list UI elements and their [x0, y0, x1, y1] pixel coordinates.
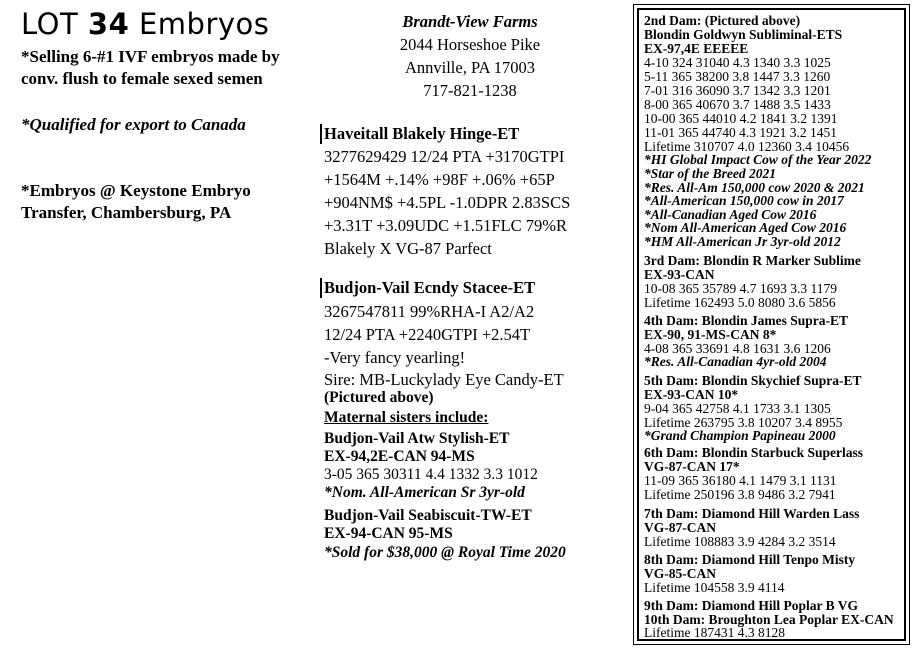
lot-suffix: Embryos — [138, 7, 270, 41]
sire-name: Haveitall Blakely Hinge-ET — [324, 124, 520, 143]
dam-pictured: (Pictured above) — [324, 389, 434, 406]
fourth-dam-heading: 4th Dam: Blondin James Supra-ET — [644, 313, 849, 328]
second-dam-record: 4-10 324 31040 4.3 1340 3.3 1025 — [644, 55, 831, 70]
sixth-dam-record: 11-09 365 36180 4.1 1479 3.1 1131 — [644, 473, 837, 488]
second-dam-award: *HM All-American Jr 3yr-old 2012 — [644, 234, 841, 249]
eighth-dam-lifetime: Lifetime 104558 3.9 4114 — [644, 580, 785, 595]
fifth-dam-record: 9-04 365 42758 4.1 1733 3.1 1305 — [644, 401, 831, 416]
lot-prefix: LOT — [21, 7, 79, 41]
sire-line-1: 3277629429 12/24 PTA +3170GTPI — [324, 147, 565, 166]
second-dam-award: *Res. All-Am 150,000 cow 2020 & 2021 — [644, 180, 865, 195]
sixth-dam-lifetime: Lifetime 250196 3.8 9486 3.2 7941 — [644, 487, 836, 502]
dam-line-2: 12/24 PTA +2240GTPI +2.54T — [324, 325, 531, 344]
third-dam-lifetime: Lifetime 162493 5.0 8080 3.6 5856 — [644, 295, 836, 310]
dam-name: Budjon-Vail Ecndy Stacee-ET — [324, 278, 536, 297]
lot-number: 34 — [87, 7, 130, 41]
fourth-dam-record: 4-08 365 33691 4.8 1631 3.6 1206 — [644, 341, 831, 356]
second-dam-award: *Nom All-American Aged Cow 2016 — [644, 220, 847, 235]
sister-2-class: EX-94-CAN 95-MS — [324, 525, 453, 542]
fifth-dam-award: *Grand Champion Papineau 2000 — [644, 428, 836, 443]
second-dam-lifetime: Lifetime 310707 4.0 12360 3.4 10456 — [644, 139, 850, 154]
location-line-2: Transfer, Chambersburg, PA — [21, 203, 232, 222]
second-dam-name: Blondin Goldwyn Subliminal-ETS — [644, 27, 843, 42]
second-dam-record: 11-01 365 44740 4.3 1921 3.2 1451 — [644, 125, 837, 140]
dam-line-3: -Very fancy yearling! — [324, 348, 466, 367]
eighth-dam-heading: 8th Dam: Diamond Hill Tenpo Misty — [644, 552, 856, 567]
seventh-dam-heading: 7th Dam: Diamond Hill Warden Lass — [644, 506, 860, 521]
location-line-1: *Embryos @ Keystone Embryo — [21, 181, 251, 200]
dam-divider — [320, 278, 322, 298]
second-dam-record: 5-11 365 38200 3.8 1447 3.3 1260 — [644, 69, 831, 84]
seventh-dam-class: VG-87-CAN — [644, 520, 716, 535]
farm-street: 2044 Horseshoe Pike — [399, 35, 541, 54]
sixth-dam-class: VG-87-CAN 17* — [644, 459, 740, 474]
second-dam-record: 10-00 365 44010 4.2 1841 3.2 1391 — [644, 111, 838, 126]
second-dam-record: 8-00 365 40670 3.7 1488 3.5 1433 — [644, 97, 831, 112]
tenth-dam-heading: 10th Dam: Broughton Lea Poplar EX-CAN — [644, 612, 894, 627]
ninth-dam-heading: 9th Dam: Diamond Hill Poplar B VG — [644, 598, 859, 613]
dam-line-1: 3267547811 99%RHA-I A2/A2 — [324, 302, 535, 321]
fifth-dam-heading: 5th Dam: Blondin Skychief Supra-ET — [644, 373, 862, 388]
selling-line-1: *Selling 6-#1 IVF embryos made by — [21, 47, 280, 66]
eighth-dam-class: VG-85-CAN — [644, 566, 716, 581]
second-dam-award: *All-American 150,000 cow in 2017 — [644, 193, 844, 208]
export-note: *Qualified for export to Canada — [21, 115, 246, 134]
sire-line-3: +904NM$ +4.5PL -1.0DPR 2.83SCS — [324, 193, 571, 212]
farm-name: Brandt-View Farms — [402, 12, 538, 31]
second-dam-award: *All-Canadian Aged Cow 2016 — [644, 207, 817, 222]
sister-2-award: *Sold for $38,000 @ Royal Time 2020 — [324, 544, 566, 561]
sister-1-award: *Nom. All-American Sr 3yr-old — [324, 484, 525, 501]
third-dam-class: EX-93-CAN — [644, 267, 715, 282]
second-dam-class: EX-97,4E EEEEE — [644, 41, 749, 56]
sister-1-class: EX-94,2E-CAN 94-MS — [324, 448, 475, 465]
sixth-dam-heading: 6th Dam: Blondin Starbuck Superlass — [644, 445, 864, 460]
farm-phone: 717-821-1238 — [423, 81, 517, 100]
sire-line-5: Blakely X VG-87 Parfect — [324, 239, 492, 258]
sire-line-2: +1564M +.14% +98F +.06% +65P — [324, 170, 555, 189]
tenth-dam-lifetime: Lifetime 187431 4.3 8128 — [644, 625, 785, 640]
sire-line-4: +3.31T +3.09UDC +1.51FLC 79%R — [324, 216, 568, 235]
second-dam-award: *HI Global Impact Cow of the Year 2022 — [644, 152, 872, 167]
sire-divider — [320, 124, 322, 144]
fourth-dam-class: EX-90, 91-MS-CAN 8* — [644, 327, 777, 342]
dam-line-4: Sire: MB-Luckylady Eye Candy-ET — [324, 370, 564, 389]
selling-line-2: conv. flush to female sexed semen — [21, 69, 263, 88]
farm-city: Annville, PA 17003 — [404, 58, 536, 77]
fifth-dam-class: EX-93-CAN 10* — [644, 387, 739, 402]
third-dam-heading: 3rd Dam: Blondin R Marker Sublime — [644, 253, 861, 268]
third-dam-record: 10-08 365 35789 4.7 1693 3.3 1179 — [644, 281, 837, 296]
second-dam-award: *Star of the Breed 2021 — [644, 166, 777, 181]
lot-title — [21, 6, 269, 42]
sister-2-name: Budjon-Vail Seabiscuit-TW-ET — [324, 507, 532, 524]
sister-1-record: 3-05 365 30311 4.4 1332 3.3 1012 — [324, 466, 538, 483]
second-dam-heading: 2nd Dam: (Pictured above) — [644, 13, 801, 28]
fifth-dam-lifetime: Lifetime 263795 3.8 10207 3.4 8955 — [644, 415, 843, 430]
seventh-dam-lifetime: Lifetime 108883 3.9 4284 3.2 3514 — [644, 534, 836, 549]
sisters-heading: Maternal sisters include: — [324, 409, 489, 426]
second-dam-record: 7-01 316 36090 3.7 1342 3.3 1201 — [644, 83, 831, 98]
fourth-dam-award: *Res. All-Canadian 4yr-old 2004 — [644, 354, 827, 369]
sister-1-name: Budjon-Vail Atw Stylish-ET — [324, 430, 510, 447]
